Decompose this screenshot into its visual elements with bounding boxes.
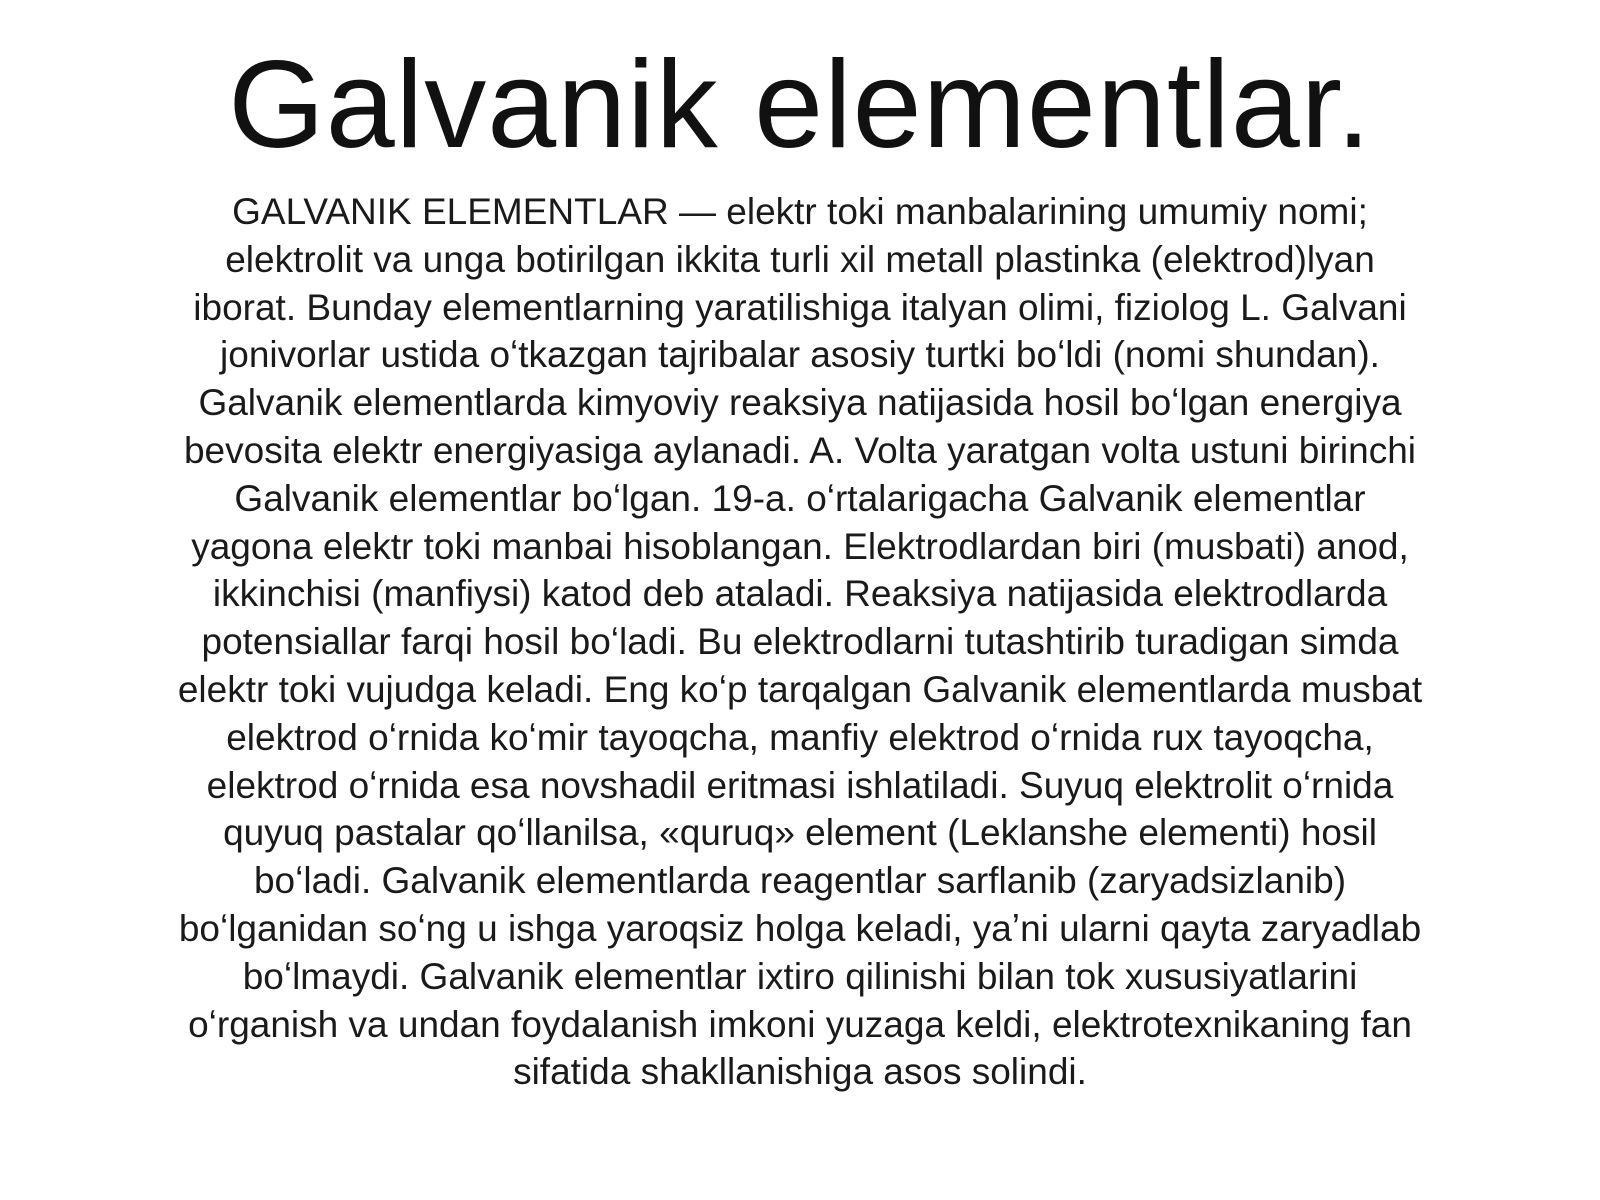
body-line: ikkinchisi (manfiysi) katod deb ataladi. Reaksiya natijasida elektrodlarda — [212, 573, 1388, 615]
body-line: boʻlganidan soʻng u ishga yaroqsiz holga keladi, yaʼni ularni qayta zaryadlab — [178, 907, 1422, 949]
body-line: boʻladi. Galvanik elementlarda reagentlar sarflanib (zaryadsizlanib) — [253, 860, 1347, 902]
body-line: elektrod oʻrnida koʻmir tayoqcha, manfiy elektrod oʻrnida rux tayoqcha, — [226, 716, 1374, 758]
body-line: elektr toki vujudga keladi. Eng koʻp tarqalgan Galvanik elementlarda musbat — [177, 668, 1423, 710]
body-line: Galvanik elementlarda kimyoviy reaksiya natijasida hosil boʻlgan energiya — [198, 382, 1402, 424]
body-line: jonivorlar ustida oʻtkazgan tajribalar asosiy turtki boʻldi (nomi shundan). — [220, 334, 1380, 376]
body-line: Galvanik elementlar boʻlgan. 19-a. oʻrtalarigacha Galvanik elementlar — [234, 477, 1366, 519]
body-line: oʻrganish va undan foydalanish imkoni yuzaga keldi, elektrotexnikaning fan — [188, 1003, 1412, 1045]
body-line: sifatida shakllanishiga asos solindi. — [513, 1051, 1087, 1093]
body-line: quyuq pastalar qoʻllanilsa, «quruq» element (Leklanshe elementi) hosil — [223, 812, 1377, 854]
body-line: bevosita elektr energiyasiga aylanadi. A. Volta yaratgan volta ustuni birinchi — [183, 429, 1417, 471]
body-line: elektrolit va unga botirilgan ikkita turli xil metall plastinka (elektrod)lyan — [225, 238, 1375, 280]
slide-body-text — [40, 188, 1560, 1096]
body-line: iborat. Bunday elementlarning yaratilishiga italyan olimi, fiziolog L. Galvani — [193, 286, 1407, 328]
body-line: boʻlmaydi. Galvanik elementlar ixtiro qilinishi bilan tok xususiyatlarini — [242, 955, 1358, 997]
body-line: potensiallar farqi hosil boʻladi. Bu elektrodlarni tutashtirib turadigan simda — [201, 621, 1399, 663]
body-line: yagona elektr toki manbai hisoblangan. Elektrodlardan biri (musbati) anod, — [191, 525, 1409, 567]
slide-title: Galvanik elementlar. — [228, 36, 1372, 174]
body-line: GALVANIK ELEMENTLAR — elektr toki manbalarining umumiy nomi; — [232, 191, 1368, 232]
body-line: elektrod oʻrnida esa novshadil eritmasi ishlatiladi. Suyuq elektrolit oʻrnida — [206, 764, 1394, 806]
